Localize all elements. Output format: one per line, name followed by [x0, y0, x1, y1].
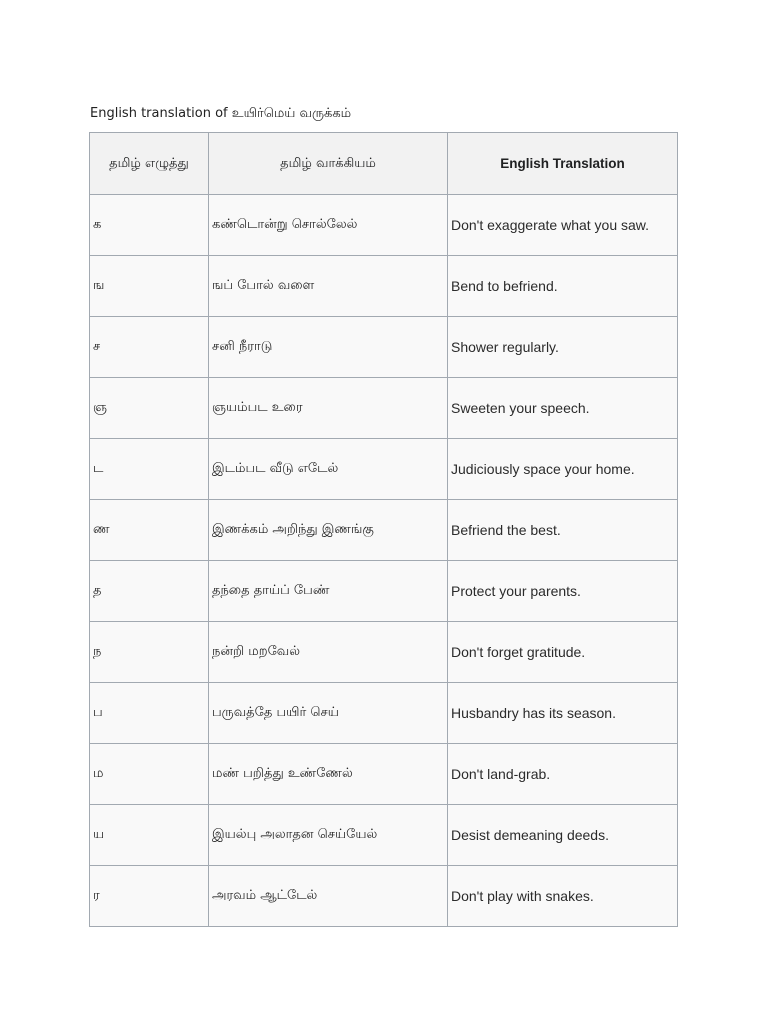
tamil-letter-cell: ட	[90, 439, 209, 500]
english-translation-cell: Husbandry has its season.	[448, 683, 678, 744]
tamil-sentence-cell: சனி நீராடு	[209, 317, 448, 378]
english-translation-cell: Don't exaggerate what you saw.	[448, 195, 678, 256]
table-row	[90, 561, 678, 622]
tamil-letter-cell: ப	[90, 683, 209, 744]
english-translation-cell: Shower regularly.	[448, 317, 678, 378]
english-translation-cell: Befriend the best.	[448, 500, 678, 561]
tamil-letter-cell: ர	[90, 866, 209, 927]
english-translation-cell: Don't land-grab.	[448, 744, 678, 805]
tamil-sentence-cell: இணக்கம் அறிந்து இணங்கு	[209, 500, 448, 561]
translation-table	[89, 132, 678, 927]
english-translation-cell: Don't forget gratitude.	[448, 622, 678, 683]
english-translation-cell: Judiciously space your home.	[448, 439, 678, 500]
english-translation-cell: Sweeten your speech.	[448, 378, 678, 439]
table-row	[90, 439, 678, 500]
tamil-sentence-cell: கண்டொன்று சொல்லேல்	[209, 195, 448, 256]
header-english-translation: English Translation	[448, 133, 678, 195]
tamil-sentence-cell: நன்றி மறவேல்	[209, 622, 448, 683]
table-row	[90, 195, 678, 256]
tamil-sentence-cell: அரவம் ஆட்டேல்	[209, 866, 448, 927]
tamil-sentence-cell: இடம்பட வீடு எடேல்	[209, 439, 448, 500]
header-tamil-letter: தமிழ் எழுத்து	[90, 133, 209, 195]
table-row	[90, 744, 678, 805]
table-row	[90, 256, 678, 317]
tamil-letter-cell: ச	[90, 317, 209, 378]
tamil-letter-cell: ண	[90, 500, 209, 561]
header-tamil-sentence: தமிழ் வாக்கியம்	[209, 133, 448, 195]
table-row	[90, 683, 678, 744]
table-row	[90, 378, 678, 439]
tamil-letter-cell: ம	[90, 744, 209, 805]
tamil-letter-cell: ந	[90, 622, 209, 683]
table-row	[90, 317, 678, 378]
tamil-sentence-cell: மண் பறித்து உண்ணேல்	[209, 744, 448, 805]
tamil-sentence-cell: இயல்பு அலாதன செய்யேல்	[209, 805, 448, 866]
table-row	[90, 866, 678, 927]
tamil-letter-cell: க	[90, 195, 209, 256]
english-translation-cell: Bend to befriend.	[448, 256, 678, 317]
english-translation-cell: Protect your parents.	[448, 561, 678, 622]
english-translation-cell: Desist demeaning deeds.	[448, 805, 678, 866]
table-row	[90, 805, 678, 866]
table-header-row	[90, 133, 678, 195]
tamil-sentence-cell: ஞயம்பட உரை	[209, 378, 448, 439]
table-row	[90, 500, 678, 561]
tamil-letter-cell: ங	[90, 256, 209, 317]
tamil-letter-cell: த	[90, 561, 209, 622]
english-translation-cell: Don't play with snakes.	[448, 866, 678, 927]
tamil-letter-cell: ஞ	[90, 378, 209, 439]
tamil-sentence-cell: ஙப் போல் வளை	[209, 256, 448, 317]
table-caption: English translation of உயிர்மெய் வருக்கம்	[90, 106, 352, 121]
table-row	[90, 622, 678, 683]
tamil-letter-cell: ய	[90, 805, 209, 866]
tamil-sentence-cell: பருவத்தே பயிர் செய்	[209, 683, 448, 744]
tamil-sentence-cell: தந்தை தாய்ப் பேண்	[209, 561, 448, 622]
